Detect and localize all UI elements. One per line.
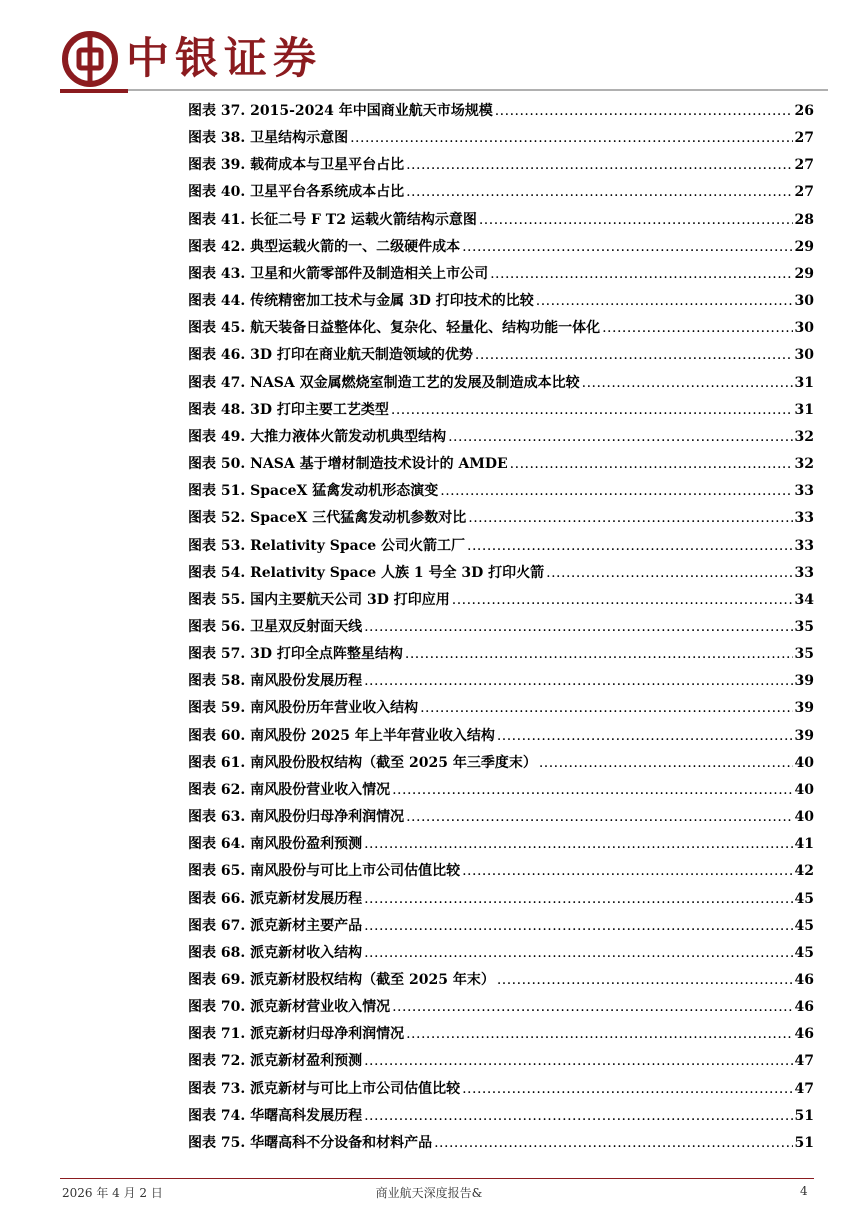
toc-entry-label: 图表 55.	[188, 591, 246, 608]
toc-entry-title: 南风股份盈利预测	[250, 836, 363, 853]
toc-entry-page: 40	[794, 754, 814, 771]
toc-entry-page: 33	[794, 483, 814, 500]
toc-entry-page: 51	[794, 1134, 814, 1151]
toc-entry-label: 图表 52.	[188, 510, 246, 527]
toc-entry[interactable]	[188, 181, 814, 208]
toc-entry-page: 46	[794, 1026, 814, 1043]
toc-entry[interactable]	[188, 888, 814, 915]
header-rule	[60, 89, 828, 91]
toc-entry-label: 图表 51.	[188, 483, 246, 500]
toc-entry-page: 29	[794, 238, 814, 255]
toc-entry-label: 图表 69.	[188, 972, 246, 988]
footer-report-title: 商业航天深度报告&	[375, 1186, 483, 1200]
toc-entry-page: 35	[794, 646, 814, 663]
toc-entry-title: 典型运载火箭的一、二级硬件成本	[250, 238, 461, 255]
toc-entry[interactable]	[188, 1023, 814, 1050]
toc-entry-title: 派克新材发展历程	[250, 890, 363, 907]
toc-entry-page: 30	[794, 347, 814, 364]
footer-page-number: 4	[800, 1184, 808, 1198]
toc-entry-title: 航天装备日益整体化、复杂化、轻量化、结构功能一体化	[250, 320, 601, 337]
toc-entry[interactable]	[188, 996, 814, 1023]
toc-entry-leader	[364, 1053, 792, 1069]
toc-entry[interactable]	[188, 1078, 814, 1105]
toc-entry-leader	[582, 375, 793, 391]
figure-index	[188, 100, 814, 1159]
toc-entry-leader	[536, 293, 793, 309]
toc-entry-page: 46	[794, 999, 814, 1016]
toc-entry-page: 39	[794, 673, 814, 690]
toc-entry-leader	[510, 456, 793, 472]
toc-entry-label: 图表 43.	[188, 265, 246, 282]
toc-entry-label: 图表 49.	[188, 428, 246, 445]
toc-entry-label: 图表 41.	[188, 211, 246, 228]
toc-entry[interactable]	[188, 507, 814, 534]
toc-entry-leader	[448, 429, 792, 445]
toc-entry-label: 图表 38.	[188, 130, 246, 147]
toc-entry-title: 南风股份历年营业收入结构	[250, 700, 419, 717]
toc-entry[interactable]	[188, 154, 814, 181]
toc-entry-title: 3D 打印在商业航天制造领域的优势	[250, 347, 473, 364]
toc-entry[interactable]	[188, 697, 814, 724]
toc-entry-page: 45	[794, 917, 814, 934]
toc-entry-title: 卫星平台各系统成本占比	[250, 184, 405, 201]
toc-entry-page: 32	[794, 428, 814, 445]
toc-entry-label: 图表 61.	[188, 754, 246, 771]
toc-entry-leader	[497, 972, 793, 988]
toc-entry-label: 图表 56.	[188, 618, 246, 635]
toc-entry-label: 图表 60.	[188, 727, 246, 744]
toc-entry-page: 28	[794, 211, 814, 228]
toc-entry-label: 图表 50.	[188, 456, 246, 473]
toc-entry-page: 46	[794, 972, 814, 988]
toc-entry-leader	[467, 538, 792, 554]
toc-entry[interactable]	[188, 806, 814, 833]
toc-entry-leader	[602, 320, 792, 336]
toc-entry[interactable]	[188, 725, 814, 752]
toc-entry[interactable]	[188, 779, 814, 806]
toc-entry-page: 42	[794, 863, 814, 880]
toc-entry-leader	[497, 728, 793, 744]
toc-entry[interactable]	[188, 1105, 814, 1132]
toc-entry[interactable]	[188, 589, 814, 616]
toc-entry-page: 40	[794, 809, 814, 826]
toc-entry-title: 派克新材盈利预测	[250, 1053, 363, 1070]
toc-entry[interactable]	[188, 399, 814, 426]
toc-entry-title: 派克新材股权结构（截至 2025 年末）	[250, 972, 495, 988]
toc-entry-title: 派克新材与可比上市公司估值比较	[250, 1080, 461, 1097]
toc-entry-title: 国内主要航天公司 3D 打印应用	[250, 591, 450, 608]
toc-entry-page: 39	[794, 727, 814, 744]
toc-entry-page: 30	[794, 293, 814, 310]
toc-entry-title: 卫星和火箭零部件及制造相关上市公司	[250, 265, 489, 282]
toc-entry-label: 图表 54.	[188, 564, 246, 581]
toc-entry-page: 27	[794, 130, 814, 147]
toc-entry-leader	[490, 266, 792, 282]
toc-entry-leader	[440, 483, 792, 499]
toc-entry-label: 图表 68.	[188, 944, 246, 961]
toc-entry[interactable]	[188, 942, 814, 969]
toc-entry-title: 派克新材主要产品	[250, 917, 363, 934]
toc-entry-page: 30	[794, 320, 814, 337]
toc-entry-leader	[364, 836, 792, 852]
toc-entry-title: 卫星双反射面天线	[250, 618, 363, 635]
toc-entry-leader	[406, 157, 792, 173]
toc-entry-title: 华曙高科发展历程	[250, 1107, 363, 1124]
toc-entry[interactable]	[188, 290, 814, 317]
header-rule-accent	[60, 89, 128, 93]
toc-entry[interactable]	[188, 372, 814, 399]
toc-entry-leader	[364, 1108, 792, 1124]
toc-entry-label: 图表 64.	[188, 836, 246, 853]
toc-entry-label: 图表 74.	[188, 1107, 246, 1124]
toc-entry-label: 图表 44.	[188, 293, 246, 310]
toc-entry-label: 图表 75.	[188, 1134, 246, 1151]
toc-entry-page: 32	[794, 456, 814, 473]
toc-entry-leader	[391, 402, 793, 418]
toc-entry-leader	[392, 999, 792, 1015]
toc-entry-title: 传统精密加工技术与金属 3D 打印技术的比较	[250, 293, 534, 310]
toc-entry-page: 33	[794, 510, 814, 527]
toc-entry-label: 图表 42.	[188, 238, 246, 255]
toc-entry-title: 长征二号 F T2 运载火箭结构示意图	[250, 211, 477, 228]
toc-entry-leader	[468, 510, 792, 526]
toc-entry-leader	[406, 809, 792, 825]
toc-entry-page: 27	[794, 157, 814, 174]
toc-entry-label: 图表 39.	[188, 157, 246, 174]
toc-entry[interactable]	[188, 480, 814, 507]
toc-entry-title: 3D 打印全点阵整星结构	[250, 646, 403, 663]
toc-entry[interactable]	[188, 643, 814, 670]
toc-entry-leader	[364, 891, 792, 907]
toc-entry-leader	[495, 103, 793, 119]
toc-entry-title: 派克新材归母净利润情况	[250, 1026, 405, 1043]
toc-entry-label: 图表 63.	[188, 809, 246, 826]
toc-entry-label: 图表 65.	[188, 863, 246, 880]
toc-entry-title: 3D 打印主要工艺类型	[250, 401, 389, 418]
toc-entry[interactable]	[188, 1050, 814, 1077]
toc-entry-leader	[420, 700, 792, 716]
toc-entry-title: 南风股份发展历程	[250, 673, 363, 690]
toc-entry-page: 31	[794, 374, 814, 391]
toc-entry-leader	[364, 673, 792, 689]
toc-entry-label: 图表 73.	[188, 1080, 246, 1097]
toc-entry[interactable]	[188, 616, 814, 643]
toc-entry-page: 45	[794, 944, 814, 961]
toc-entry-label: 图表 45.	[188, 320, 246, 337]
toc-entry-label: 图表 58.	[188, 673, 246, 690]
toc-entry-leader	[546, 565, 792, 581]
toc-entry[interactable]	[188, 752, 814, 779]
bank-of-china-logo-icon	[62, 31, 118, 87]
toc-entry-label: 图表 70.	[188, 999, 246, 1016]
toc-entry[interactable]	[188, 833, 814, 860]
header-logo	[62, 30, 322, 88]
toc-entry-title: NASA 基于增材制造技术设计的 AMDE	[250, 456, 508, 473]
toc-entry-title: NASA 双金属燃烧室制造工艺的发展及制造成本比较	[250, 374, 580, 391]
toc-entry-title: Relativity Space 人族 1 号全 3D 打印火箭	[250, 564, 545, 581]
toc-entry-title: 南风股份归母净利润情况	[250, 809, 405, 826]
toc-entry-label: 图表 67.	[188, 917, 246, 934]
toc-entry-title: 卫星结构示意图	[250, 130, 349, 147]
toc-entry-leader	[434, 1135, 792, 1151]
toc-entry-leader	[364, 945, 792, 961]
toc-entry-label: 图表 66.	[188, 890, 246, 907]
toc-entry-page: 29	[794, 265, 814, 282]
toc-entry-leader	[479, 212, 793, 228]
toc-entry[interactable]	[188, 1132, 814, 1159]
toc-entry-leader	[406, 184, 792, 200]
toc-entry[interactable]	[188, 453, 814, 480]
toc-entry[interactable]	[188, 100, 814, 127]
toc-entry-title: 南风股份营业收入情况	[250, 781, 391, 798]
toc-entry-title: 大推力液体火箭发动机典型结构	[250, 428, 447, 445]
toc-entry-leader	[452, 592, 793, 608]
toc-entry[interactable]	[188, 344, 814, 371]
toc-entry-page: 51	[794, 1107, 814, 1124]
toc-entry[interactable]	[188, 263, 814, 290]
toc-entry[interactable]	[188, 317, 814, 344]
toc-entry-title: 2015-2024 年中国商业航天市场规模	[250, 103, 493, 119]
toc-entry-page: 27	[794, 184, 814, 201]
toc-entry-title: 华曙高科不分设备和材料产品	[250, 1134, 433, 1151]
toc-entry-page: 45	[794, 890, 814, 907]
toc-entry-label: 图表 59.	[188, 700, 246, 717]
toc-entry[interactable]	[188, 535, 814, 562]
toc-entry-label: 图表 62.	[188, 781, 246, 798]
toc-entry-page: 26	[794, 103, 814, 119]
toc-entry[interactable]	[188, 236, 814, 263]
toc-entry[interactable]	[188, 915, 814, 942]
footer-date: 2026 年 4 月 2 日	[62, 1186, 163, 1200]
toc-entry-title: 南风股份 2025 年上半年营业收入结构	[250, 727, 495, 744]
toc-entry-page: 40	[794, 781, 814, 798]
toc-entry-leader	[462, 239, 792, 255]
footer-rule	[60, 1178, 814, 1179]
toc-entry-page: 41	[794, 836, 814, 853]
toc-entry-page: 33	[794, 537, 814, 554]
toc-entry[interactable]	[188, 670, 814, 697]
toc-entry-title: 派克新材收入结构	[250, 944, 363, 961]
toc-entry-leader	[364, 619, 792, 635]
toc-entry-leader	[539, 755, 793, 771]
toc-entry-title: 派克新材营业收入情况	[250, 999, 391, 1016]
toc-entry-label: 图表 48.	[188, 401, 246, 418]
toc-entry-label: 图表 47.	[188, 374, 246, 391]
toc-entry-label: 图表 37.	[188, 103, 246, 119]
toc-entry-leader	[405, 646, 793, 662]
toc-entry-page: 47	[794, 1053, 814, 1070]
toc-entry-page: 34	[794, 591, 814, 608]
toc-entry-title: 载荷成本与卫星平台占比	[250, 157, 405, 174]
toc-entry-page: 33	[794, 564, 814, 581]
toc-entry-page: 47	[794, 1080, 814, 1097]
toc-entry-leader	[462, 1081, 792, 1097]
toc-entry[interactable]	[188, 127, 814, 154]
toc-entry-leader	[475, 347, 793, 363]
toc-entry-title: SpaceX 三代猛禽发动机参数对比	[250, 510, 467, 527]
toc-entry-label: 图表 57.	[188, 646, 246, 663]
toc-entry[interactable]	[188, 426, 814, 453]
toc-entry-label: 图表 53.	[188, 537, 246, 554]
toc-entry[interactable]	[188, 209, 814, 236]
toc-entry[interactable]	[188, 860, 814, 887]
toc-entry-label: 图表 46.	[188, 347, 246, 364]
toc-entry-title: 南风股份与可比上市公司估值比较	[250, 863, 461, 880]
toc-entry-leader	[392, 782, 792, 798]
toc-entry-label: 图表 71.	[188, 1026, 246, 1043]
toc-entry-leader	[364, 918, 792, 934]
toc-entry-label: 图表 40.	[188, 184, 246, 201]
toc-entry-title: Relativity Space 公司火箭工厂	[250, 537, 466, 554]
toc-entry-label: 图表 72.	[188, 1053, 246, 1070]
toc-entry-leader	[350, 130, 792, 146]
toc-entry-page: 35	[794, 618, 814, 635]
toc-entry[interactable]	[188, 562, 814, 589]
toc-entry[interactable]	[188, 969, 814, 996]
logo-text: 中银证券	[126, 34, 322, 84]
toc-entry-page: 39	[794, 700, 814, 717]
toc-entry-title: 南风股份股权结构（截至 2025 年三季度末）	[250, 754, 537, 771]
toc-entry-leader	[406, 1026, 792, 1042]
toc-entry-page: 31	[794, 401, 814, 418]
toc-entry-leader	[462, 863, 792, 879]
toc-entry-title: SpaceX 猛禽发动机形态演变	[250, 483, 439, 500]
